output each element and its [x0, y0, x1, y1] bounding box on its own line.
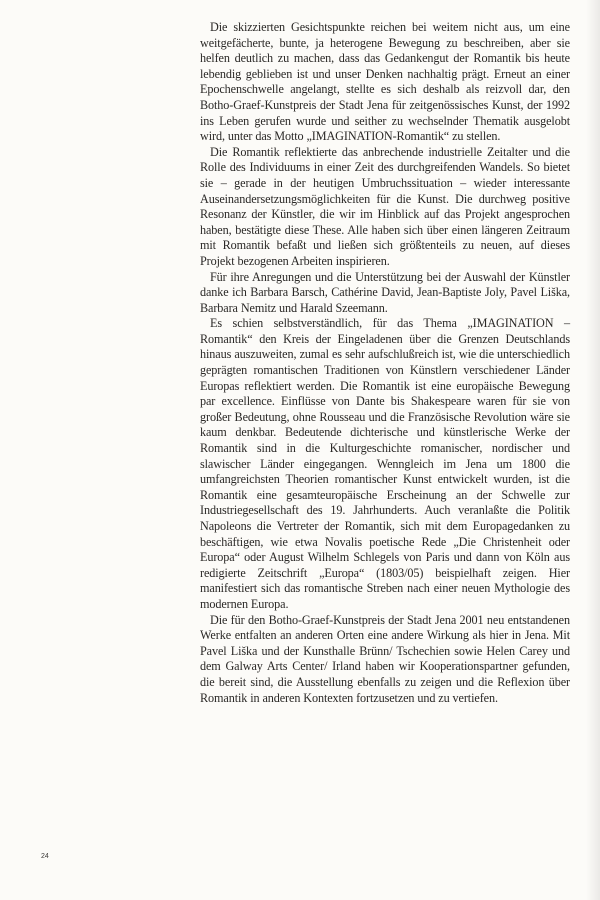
page-number: 24: [41, 853, 49, 860]
paragraph-1: Die skizzierten Gesichtspunkte reichen bei weitem nicht aus, um eine weitgefächerte, bunte, ja heterogene Bewegung zu beschreiben, aber sie helfen deutlich zu machen, dass das Gedankengut der Romantik bis heute lebendig geblieben ist und unser Denken nachhaltig prägt. Erneut an einer Epochenschwelle angelangt, stellte es sich deshalb als reizvoll dar, den Botho-Graef-Kunstpreis der Stadt Jena für zeitgenössisches Kunst, der 1992 ins Leben gerufen wurde und seither zu wechselnder Thematik ausgelobt wird, unter das Motto „IMAGINATION-Romantik“ zu stellen.: [200, 20, 570, 144]
page-edge-shadow: [586, 0, 600, 900]
body-text: [200, 20, 570, 706]
paragraph-2: Die Romantik reflektierte das anbrechende industrielle Zeitalter und die Rolle des Individuums in einer Zeit des durchgreifenden Wandels. So bietet sie – gerade in der heutigen Umbruchssituation – wieder interessante Auseinandersetzungsmöglichkeiten für die Kunst. Die durchweg positive Resonanz der Künstler, die wir im Hinblick auf das Projekt angesprochen haben, bestätigte diese These. Alle haben sich über einen längeren Zeitraum mit Romantik befaßt und ließen sich größtenteils zu neuen, auf dieses Projekt bezogenen Arbeiten inspirieren.: [200, 144, 570, 268]
paragraph-3: Für ihre Anregungen und die Unterstützung bei der Auswahl der Künstler danke ich Barbara Barsch, Cathérine David, Jean-Baptiste Joly, Pavel Liška, Barbara Nemitz und Harald Szeemann.: [200, 269, 570, 315]
paragraph-5: Die für den Botho-Graef-Kunstpreis der Stadt Jena 2001 neu entstandenen Werke entfalten an anderen Orten eine andere Wirkung als hier in Jena. Mit Pavel Liška und der Kunsthalle Brünn/ Tschechien sowie Helen Carey und dem Galway Arts Center/ Irland haben wir Kooperationspartner gefunden, die bereit sind, die Ausstellung ebenfalls zu zeigen und die Reflexion über Romantik in anderen Kontexten fortzusetzen und zu vertiefen.: [200, 612, 570, 705]
paragraph-4: Es schien selbstverständlich, für das Thema „IMAGINATION – Romantik“ den Kreis der Eingeladenen über die Grenzen Deutschlands hinaus auszuweiten, zumal es sehr aufschlußreich ist, wie die unterschiedlich geprägten romantischen Traditionen von Künstlern verschiedener Länder Europas reflektiert werden. Die Romantik ist eine europäische Bewegung par excellence. Einflüsse von Dante bis Shakespeare waren für sie von großer Bedeutung, ohne Rousseau und die Französische Revolution wäre sie kaum denkbar. Bedeutende dichterische und künstlerische Werke der Romantik sind in die Kulturgeschichte romanischer, nordischer und slawischer Länder eingegangen. Wenngleich im Jena um 1800 die umfangreichsten Theorien romantischer Kunst entwickelt wurden, ist die Romantik eine gesamteuropäische Erscheinung an der Schwelle zur Industriegesellschaft des 19. Jahrhunderts. Auch veranlaßte die Politik Napoleons die Vertreter der Romantik, sich mit dem Europagedanken zu beschäftigen, wie etwa Novalis poetische Rede „Die Christenheit oder Europa“ oder August Wilhelm Schlegels von Paris und dann von Köln aus redigierte Zeitschrift „Europa“ (1803/05) beispielhaft zeigen. Hier manifestiert sich das romantische Streben nach einer neuen Mythologie des modernen Europa.: [200, 316, 570, 611]
